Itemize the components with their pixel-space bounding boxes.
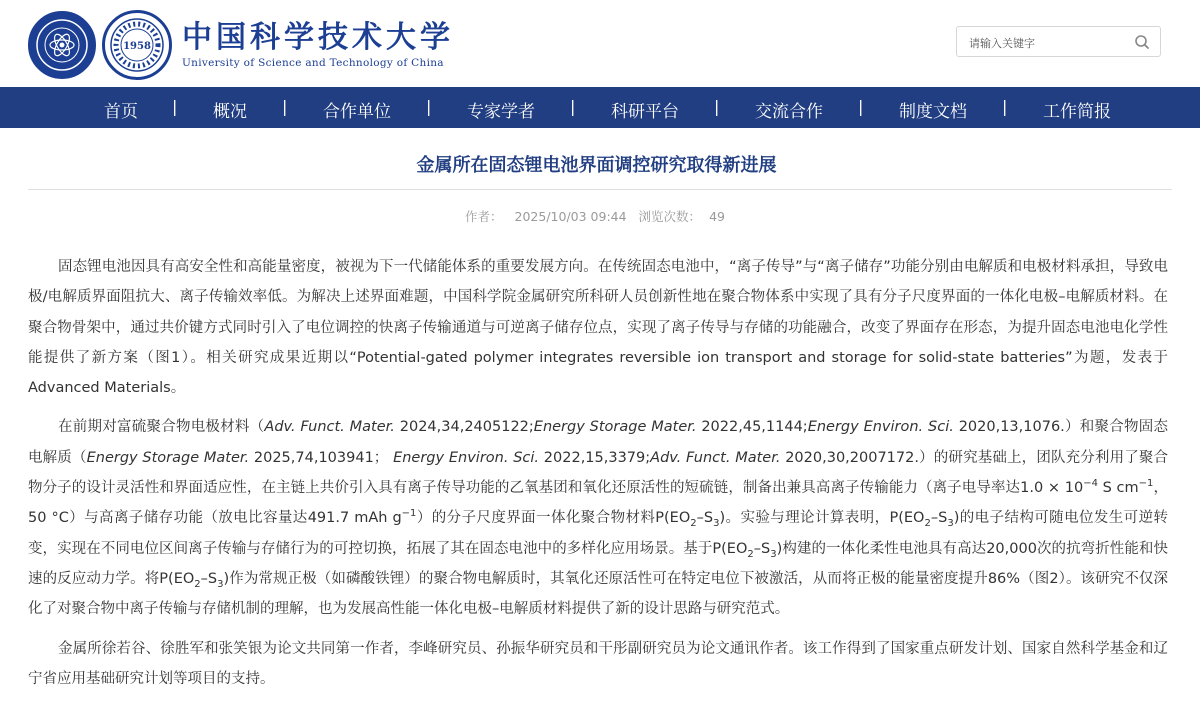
site-header bbox=[0, 0, 1200, 87]
nav-separator: | bbox=[858, 97, 864, 116]
meta-date: 2025/10/03 09:44 bbox=[514, 209, 627, 224]
nav-item-research-platform[interactable]: 科研平台 bbox=[611, 102, 679, 122]
meta-views: 49 bbox=[709, 209, 725, 224]
search-box bbox=[956, 26, 1161, 57]
journal-name: Energy Environ. Sci. bbox=[393, 449, 540, 466]
university-logo[interactable] bbox=[28, 10, 454, 80]
wordmark bbox=[182, 21, 454, 69]
nav-item-home[interactable]: 首页 bbox=[104, 102, 138, 122]
article-title: 金属所在固态锂电池界面调控研究取得新进展 bbox=[416, 155, 777, 176]
article-meta bbox=[0, 207, 1190, 225]
nav-item-exchange[interactable]: 交流合作 bbox=[755, 102, 823, 122]
nav-separator: | bbox=[714, 97, 720, 116]
nav-item-partners[interactable]: 合作单位 bbox=[323, 102, 391, 122]
paragraph-3: 金属所徐若谷、徐胜军和张笑银为论文共同第一作者，李峰研究员、孙振华研究员和干彤副研究员为论文通讯作者。该工作得到了国家重点研发计划、国家自然科学基金和辽宁省应用基础研究计划等项目的支持。 bbox=[28, 640, 1168, 687]
emblem-seal-icon bbox=[28, 11, 96, 79]
seal-year: 1958 bbox=[123, 41, 151, 52]
search-icon[interactable] bbox=[1134, 34, 1150, 50]
meta-author-label: 作者： bbox=[465, 209, 503, 224]
nav-separator: | bbox=[1002, 97, 1008, 116]
nav-item-briefings[interactable]: 工作简报 bbox=[1043, 102, 1111, 122]
journal-name: Adv. Funct. Mater. bbox=[650, 449, 781, 466]
search-input[interactable] bbox=[967, 33, 1131, 53]
journal-name: Adv. Funct. Mater. bbox=[264, 419, 395, 436]
university-seal-icon bbox=[102, 10, 172, 80]
main-nav bbox=[0, 87, 1200, 128]
nav-item-experts[interactable]: 专家学者 bbox=[467, 102, 535, 122]
nav-separator: | bbox=[282, 97, 288, 116]
journal-name: Energy Environ. Sci. bbox=[807, 419, 954, 436]
meta-views-label: 浏览次数： bbox=[638, 209, 702, 224]
nav-item-overview[interactable]: 概况 bbox=[213, 102, 247, 122]
nav-separator: | bbox=[570, 97, 576, 116]
logo-chinese-name: 中国科学技术大学 bbox=[182, 20, 454, 55]
journal-name: Energy Storage Mater. bbox=[533, 419, 697, 436]
article-body bbox=[28, 252, 1168, 703]
nav-separator: | bbox=[426, 97, 432, 116]
nav-item-documents[interactable]: 制度文档 bbox=[899, 102, 967, 122]
nav-separator: | bbox=[172, 97, 178, 116]
title-divider bbox=[28, 189, 1172, 190]
journal-name: Energy Storage Mater. bbox=[86, 449, 250, 466]
logo-english-name: University of Science and Technology of China bbox=[182, 57, 444, 69]
paragraph-1: 固态锂电池因具有高安全性和高能量密度，被视为下一代储能体系的重要发展方向。在传统固态电池中，“离子传导”与“离子储存”功能分别由电解质和电极材料承担，导致电极/电解质界面阻抗大、离子传输效率低。为解决上述界面难题，中国科学院金属研究所科研人员创新性地在聚合物体系中实现了具有分子尺度界面的一体化电极–电解质材料。在聚合物骨架中，通过共价键方式同时引入了电位调控的快离子传输通道与可逆离子储存位点，实现了离子传导与存储的功能融合，改变了界面存在形态，为提升固态电池电化学性能提供了新方案（图1）。相关研究成果近期以“Potential-gated polymer integrates reversible ion transport and storage for solid-state batteries”为题，发表于Advanced Materials。 bbox=[28, 259, 1168, 397]
paragraph-2: 在前期对富硫聚合物电极材料（Adv. Funct. Mater. 2024,34,2405122;Energy Storage Mater. 2022,45,1144;Energy Environ. Sci. 2020,13,1076.）和聚合物固态电解质（Energy Storage Mater. 2025,74,103941； Energy Environ. Sci. 2022,15,3379;Adv. Funct. Mater. 2020,30,2007172.）的研究基础上，团队充分利用了聚合物分子的设计灵活性和界面适应性，在主链上共价引入具有离子传导功能的乙氧基团和氧化还原活性的短硫链，制备出兼具高离子传输能力（离子电导率达$1.0 \times 10^{-4}$ S $cm^{-1}$，50 °C）与高离子储存功能（放电比容量达491.7 mAh $g^{-1}$）的分子尺度界面一体化聚合物材料$P(EO_2-S_3)$。实验与理论计算表明，$P(EO_2-S_3)$的电子结构可随电位发生可逆转变，实现在不同电位区间离子传输与存储行为的可控切换，拓展了其在固态电池中的多样化应用场景。基于$P(EO_2-S_3)$构建的一体化柔性电池具有高达20,000次的抗弯折性能和快速的反应动力学。将$P(EO_2-S_3)$作为常规正极（如磷酸铁锂）的聚合物电解质时，其氧化还原活性可在特定电位下被激活，从而将正极的能量密度提升86%（图2）。该研究不仅深化了对聚合物中离子传输与存储机制的理解，也为发展高性能一体化电极–电解质材料提供了新的设计思路与研究范式。 bbox=[28, 419, 1169, 618]
